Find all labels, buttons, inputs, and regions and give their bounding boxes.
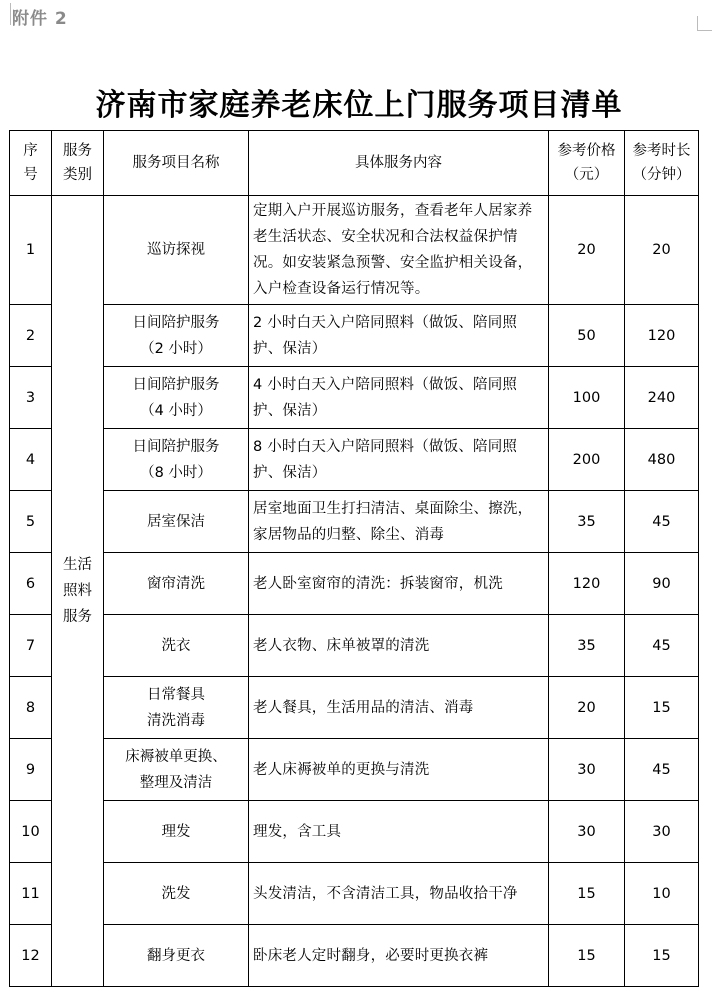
table-header-row	[10, 131, 699, 196]
service-name-line: （4 小时）	[140, 402, 212, 419]
cell-seq: 7	[10, 615, 52, 677]
table-row	[10, 615, 699, 677]
cell-duration: 20	[625, 196, 699, 305]
cell-price: 15	[549, 863, 625, 925]
cell-seq: 11	[10, 863, 52, 925]
cell-service-content: 老人卧室窗帘的清洗：拆装窗帘，机洗	[249, 553, 549, 615]
cell-duration: 90	[625, 553, 699, 615]
cell-price: 100	[549, 367, 625, 429]
service-name-line: 日常餐具	[147, 686, 205, 703]
cell-price: 200	[549, 429, 625, 491]
table-body	[10, 196, 699, 987]
cell-price: 20	[549, 677, 625, 739]
cell-seq: 2	[10, 305, 52, 367]
page-corner-mark-left	[10, 3, 11, 25]
table-row	[10, 305, 699, 367]
service-name-line: 洗发	[161, 885, 191, 902]
cell-service-name	[104, 801, 249, 863]
cell-service-name	[104, 429, 249, 491]
column-header-seq: 序 号	[10, 131, 52, 196]
cell-price: 35	[549, 491, 625, 553]
page-corner-mark-right	[697, 16, 712, 31]
table-row	[10, 863, 699, 925]
cell-service-content: 卧床老人定时翻身，必要时更换衣裤	[249, 925, 549, 987]
cell-duration: 120	[625, 305, 699, 367]
cell-duration: 15	[625, 677, 699, 739]
cell-service-name	[104, 196, 249, 305]
cell-service-content: 定期入户开展巡访服务，查看老年人居家养老生活状态、安全状况和合法权益保护情况。如安装紧急预警、安全监护相关设备，入户检查设备运行情况等。	[249, 196, 549, 305]
table-row	[10, 801, 699, 863]
table-row	[10, 429, 699, 491]
table-row	[10, 739, 699, 801]
cell-service-name	[104, 739, 249, 801]
service-name-line: 日间陪护服务	[132, 314, 220, 331]
cell-price: 50	[549, 305, 625, 367]
service-name-line: 洗衣	[161, 637, 191, 654]
document-title: 济南市家庭养老床位上门服务项目清单	[95, 88, 623, 123]
cell-price: 15	[549, 925, 625, 987]
cell-service-content: 头发清洁，不含清洁工具，物品收拾干净	[249, 863, 549, 925]
cell-service-content: 老人衣物、床单被罩的清洗	[249, 615, 549, 677]
cell-duration: 45	[625, 739, 699, 801]
service-name-line: 日间陪护服务	[132, 438, 220, 455]
service-name-line: 日间陪护服务	[132, 376, 220, 393]
cell-service-content: 理发，含工具	[249, 801, 549, 863]
column-header-category: 服务 类别	[52, 131, 104, 196]
cell-duration: 15	[625, 925, 699, 987]
service-name-line: 翻身更衣	[147, 947, 205, 964]
cell-service-content: 8 小时白天入户陪同照料（做饭、陪同照护、保洁）	[249, 429, 549, 491]
cell-seq: 6	[10, 553, 52, 615]
column-header-name: 服务项目名称	[104, 131, 249, 196]
table-row	[10, 553, 699, 615]
cell-service-content: 居室地面卫生打扫清洁、桌面除尘、擦洗，家居物品的归整、除尘、消毒	[249, 491, 549, 553]
service-table	[9, 130, 699, 987]
service-name-line: 整理及清洁	[139, 774, 213, 791]
cell-service-name	[104, 863, 249, 925]
table-row	[10, 677, 699, 739]
column-header-price: 参考价格 （元）	[549, 131, 625, 196]
cell-service-content: 4 小时白天入户陪同照料（做饭、陪同照护、保洁）	[249, 367, 549, 429]
service-name-line: （8 小时）	[140, 464, 212, 481]
cell-duration: 30	[625, 801, 699, 863]
cell-seq: 4	[10, 429, 52, 491]
cell-seq: 1	[10, 196, 52, 305]
cell-service-name	[104, 305, 249, 367]
cell-service-name	[104, 615, 249, 677]
cell-duration: 45	[625, 615, 699, 677]
cell-category	[52, 196, 104, 987]
cell-service-content: 老人餐具，生活用品的清洁、消毒	[249, 677, 549, 739]
table-row	[10, 491, 699, 553]
cell-duration: 45	[625, 491, 699, 553]
service-name-line: 居室保洁	[147, 513, 205, 530]
cell-seq: 5	[10, 491, 52, 553]
cell-price: 120	[549, 553, 625, 615]
cell-service-name	[104, 677, 249, 739]
category-label-line: 服务	[63, 609, 92, 625]
category-label-line: 照料	[63, 583, 92, 599]
cell-seq: 12	[10, 925, 52, 987]
cell-price: 35	[549, 615, 625, 677]
service-name-line: 巡访探视	[147, 242, 205, 258]
cell-service-name	[104, 925, 249, 987]
service-name-line: 床褥被单更换、	[125, 748, 227, 765]
cell-seq: 8	[10, 677, 52, 739]
cell-service-name	[104, 553, 249, 615]
attachment-label: 附件 2	[12, 9, 68, 29]
cell-price: 20	[549, 196, 625, 305]
cell-service-content: 2 小时白天入户陪同照料（做饭、陪同照护、保洁）	[249, 305, 549, 367]
column-header-duration: 参考时长 （分钟）	[625, 131, 699, 196]
table-row	[10, 925, 699, 987]
cell-service-name	[104, 491, 249, 553]
service-name-line: 清洗消毒	[147, 712, 205, 729]
cell-price: 30	[549, 801, 625, 863]
cell-seq: 3	[10, 367, 52, 429]
cell-duration: 480	[625, 429, 699, 491]
service-name-line: 窗帘清洗	[147, 575, 205, 592]
cell-duration: 10	[625, 863, 699, 925]
category-label-line: 生活	[63, 557, 92, 573]
table-row	[10, 196, 699, 305]
cell-seq: 9	[10, 739, 52, 801]
cell-service-content: 老人床褥被单的更换与清洗	[249, 739, 549, 801]
cell-seq: 10	[10, 801, 52, 863]
column-header-content: 具体服务内容	[249, 131, 549, 196]
service-name-line: 理发	[161, 823, 191, 840]
table-row	[10, 367, 699, 429]
cell-duration: 240	[625, 367, 699, 429]
cell-price: 30	[549, 739, 625, 801]
service-name-line: （2 小时）	[140, 340, 212, 357]
cell-service-name	[104, 367, 249, 429]
